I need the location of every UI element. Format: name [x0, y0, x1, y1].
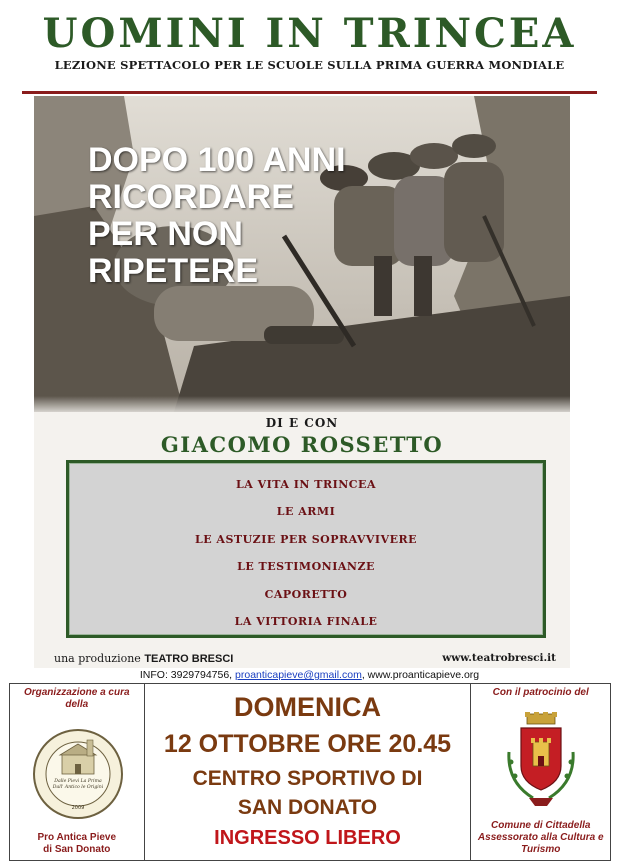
organizer-name-line: di San Donato [43, 844, 111, 855]
info-line [0, 669, 619, 681]
topic-item: LE ARMI [276, 505, 336, 518]
patron-name-line: Turismo [521, 844, 561, 855]
organizer-label-line: Organizzazione a cura [23, 687, 130, 698]
title-divider [22, 91, 597, 94]
topic-item: LE ASTUZIE PER SOPRAVVIVERE [194, 533, 418, 546]
bottom-info-table [9, 683, 611, 861]
organizer-name [10, 832, 144, 856]
actor-name: GIACOMO ROSSETTO [160, 432, 444, 457]
event-venue: CENTRO SPORTIVO DI [192, 767, 423, 790]
production-name: TEATRO BRESCI [144, 653, 234, 665]
topic-item: LA VITA IN TRINCEA [236, 478, 376, 491]
patron-label: Con il patrocinio del [492, 687, 589, 698]
poster-frame [34, 96, 570, 668]
slogan-line: DOPO 100 ANNI [88, 141, 346, 179]
pro-antica-pieve-seal-icon [32, 728, 124, 820]
slogan [88, 142, 428, 290]
production-credit [54, 652, 233, 665]
cittadella-coat-of-arms-icon [499, 712, 583, 812]
topic-item: LE TESTIMONIANZE [237, 560, 375, 573]
info-website: , www.proanticapieve.org [361, 669, 480, 681]
event-cell [145, 684, 472, 860]
topic-item: CAPORETTO [264, 588, 348, 601]
seal-center-text: Dalle Pievi La Prima [54, 779, 102, 784]
production-prefix: una produzione [54, 652, 141, 665]
seal-center-text: Dall' Antico le Origini [52, 785, 104, 790]
event-venue: SAN DONATO [237, 796, 378, 819]
organizer-label-line: della [65, 699, 89, 710]
seal-year: 2009 [71, 805, 85, 811]
info-phone: INFO: 3929794756, [139, 669, 233, 681]
organizer-cell [10, 684, 145, 860]
topics-box [66, 460, 546, 638]
organizer-label [10, 687, 144, 711]
credit-label: DI E CON [265, 416, 339, 430]
poster-subtitle: LEZIONE SPETTACOLO PER LE SCUOLE SULLA PRIMA GUERRA MONDIALE [54, 58, 565, 72]
theatre-website: www.teatrobresci.it [442, 652, 556, 664]
organizer-name-line: Pro Antica Pieve [37, 832, 117, 843]
slogan-line: RIPETERE [88, 252, 259, 290]
slogan-line: RICORDARE [88, 178, 294, 216]
slogan-line: PER NON [88, 215, 243, 253]
photo-fade [34, 396, 570, 416]
poster-title: UOMINI IN TRINCEA [42, 10, 577, 57]
info-email-link[interactable]: proanticapieve@gmail.com [235, 669, 362, 681]
event-day: DOMENICA [234, 692, 381, 722]
topic-item: LA VITTORIA FINALE [234, 615, 378, 628]
patron-name [471, 820, 610, 856]
patron-name-line: Assessorato alla Cultura e [477, 832, 604, 843]
event-admission: INGRESSO LIBERO [214, 827, 401, 849]
patron-name-line: Comune di Cittadella [490, 820, 591, 831]
patron-cell [471, 684, 610, 860]
event-date-time: 12 OTTOBRE ORE 20.45 [163, 730, 452, 758]
